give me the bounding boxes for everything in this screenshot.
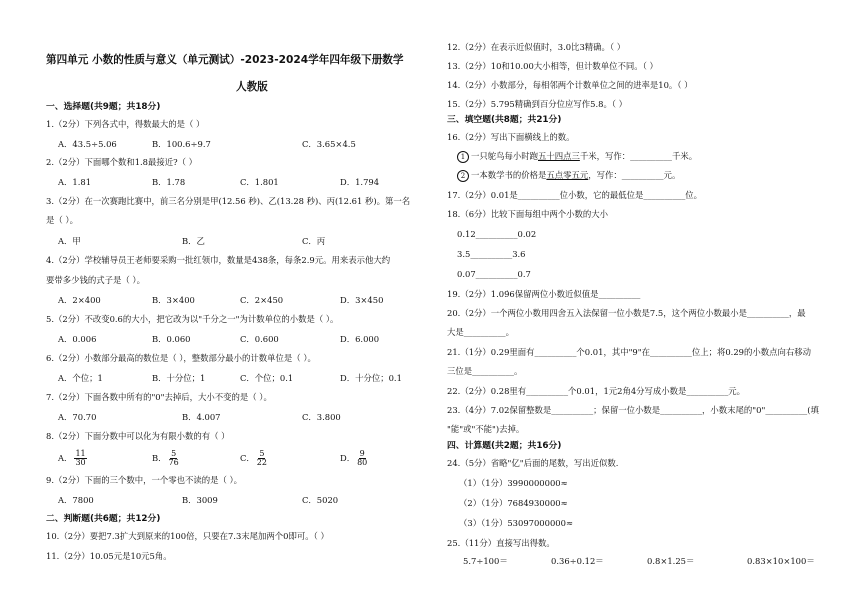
fraction-denominator: 80 (357, 458, 368, 467)
question-10: 10.（2分）要把7.3扩大到原来的100倍，只要在7.3末尾加两个0即可。（ ） (46, 531, 329, 541)
q1-option-a: A．43.5÷5.06 (58, 139, 117, 149)
q5-option-a: A．0.006 (58, 334, 97, 344)
circled-number-1: 1 (457, 151, 469, 163)
question-18-stem: 18.（6分）比较下面每组中两个小数的大小 (447, 209, 609, 219)
section-heading-calculation: 四、计算题(共2题；共16分) (447, 441, 562, 451)
q2-option-c: C．1.801 (240, 177, 279, 187)
q16-item-2-underlined: 五点零五元 (546, 170, 589, 180)
q16-item-2 (457, 169, 680, 182)
q4-option-c: C．2×450 (240, 295, 284, 305)
q24-part-3: （3）（1分）53097000000≈ (459, 518, 573, 528)
question-25-stem: 25.（11分）直接写出得数。 (447, 538, 555, 548)
question-3-stem-line1: 3.（2分）在一次赛跑比赛中，前三名分别是甲(12.56 秒)、乙(13.28 秒)、丙(12.61 秒)。第一名 (46, 196, 411, 206)
q8-option-d-fraction (357, 450, 367, 467)
question-20-line2: 大是__________。 (447, 327, 514, 337)
fraction-denominator: 76 (168, 458, 179, 467)
fraction-numerator: 5 (171, 449, 177, 458)
q5-option-d: D．6.000 (340, 334, 380, 344)
q4-option-d: D．3×450 (340, 295, 384, 305)
fraction-numerator: 5 (259, 449, 265, 458)
question-12: 12.（2分）在表示近似值时，3.0比3精确。（ ） (447, 42, 626, 52)
q24-part-2: （2）（1分）7684930000≈ (459, 498, 568, 508)
q9-option-b: B．3009 (182, 495, 218, 505)
q8-option-a (58, 450, 87, 467)
question-13: 13.（2分）10和10.00大小相等，但计数单位不同。（ ） (447, 61, 658, 71)
question-24-stem: 24.（5分）省略"亿"后面的尾数，写出近似数. (447, 458, 619, 468)
q8-option-c-label: C． (240, 453, 255, 463)
question-23-line1: 23.（4分）7.02保留整数是__________；保留一位小数是__________，小数末尾的"0"__________(填 (447, 405, 819, 415)
q16-item-2-answer: ，写作：__________元。 (588, 170, 681, 180)
question-5-stem: 5.（2分）不改变0.6的大小，把它改为以"千分之一"为计数单位的小数是（ ）。 (46, 314, 339, 324)
q4-option-a: A．2×400 (58, 295, 101, 305)
q7-option-b: B．4.007 (182, 412, 221, 422)
question-6-stem: 6.（2分）小数部分最高的数位是（ ），整数部分最小的计数单位是（ ）。 (46, 353, 316, 363)
q25-expression-2: 0.36÷0.12＝ (551, 556, 604, 566)
question-21-line1: 21.（1分）0.29里面有__________个0.01，其中"9"在__________位上；将0.29的小数点向右移动 (447, 347, 811, 357)
q18-row-2: 3.5__________3.6 (457, 249, 526, 259)
circled-number-2: 2 (457, 170, 469, 182)
question-17: 17.（2分）0.01是__________位小数，它的最低位是__________位。 (447, 190, 703, 200)
q8-option-d (340, 450, 367, 467)
fraction-denominator: 30 (75, 458, 86, 467)
q8-option-a-label: A． (58, 453, 73, 463)
q2-option-d: D．1.794 (340, 177, 380, 187)
q6-option-b: B．十分位；1 (152, 373, 206, 383)
q2-option-b: B．1.78 (152, 177, 186, 187)
question-8-stem: 8.（2分）下面分数中可以化为有限小数的有（ ） (46, 431, 230, 441)
q3-option-a: A．甲 (58, 236, 81, 246)
question-7-stem: 7.（2分）下面各数中所有的"0"去掉后，大小不变的是（ ）。 (46, 392, 272, 402)
fraction-denominator: 22 (256, 458, 267, 467)
q16-item-1-answer: 千米，写作：__________千米。 (579, 151, 698, 161)
q1-option-c: C．3.65×4.5 (302, 139, 356, 149)
q9-option-c: C．5020 (302, 495, 339, 505)
question-4-stem-line2: 要带多少钱的式子是（ ）。 (46, 275, 145, 285)
q8-option-b-label: B． (152, 453, 167, 463)
fraction-numerator: 11 (75, 449, 86, 458)
q8-option-d-label: D． (340, 453, 356, 463)
q7-option-c: C．3.800 (302, 412, 341, 422)
question-21-line2: 三位是__________。 (447, 366, 523, 376)
question-9-stem: 9.（2分）下面的三个数中，一个零也不读的是（ ）。 (46, 475, 243, 485)
question-19: 19.（2分）1.09̇6保留两位小数近似值是__________ (447, 289, 641, 299)
question-2-stem: 2.（2分）下面哪个数和1.8最接近?（ ） (46, 157, 198, 167)
q25-expression-1: 5.7÷100＝ (463, 556, 508, 566)
q6-option-d: D．十分位；0.1 (340, 373, 402, 383)
section-heading-fill-in: 三、填空题(共8题；共21分) (447, 115, 562, 125)
q8-option-b (152, 450, 179, 467)
page-title-line2: 人教版 (236, 81, 268, 93)
q5-option-c: C．0.600 (240, 334, 279, 344)
question-11: 11.（2分）10.05元是10元5角。 (46, 551, 172, 561)
fraction-numerator: 9 (359, 449, 365, 458)
question-4-stem-line1: 4.（2分）学校辅导员王老师要采购一批红领巾，数量是438条，每条2.9元。用来表示他大约 (46, 255, 391, 265)
q7-option-a: A．70.70 (58, 412, 97, 422)
q25-expression-3: 0.8×1.25＝ (647, 556, 695, 566)
q18-row-1: 0.12__________0.02 (457, 229, 537, 239)
page-title-line1: 第四单元 小数的性质与意义（单元测试）-2023-2024学年四年级下册数学 (46, 54, 404, 66)
q1-option-b: B．100.6÷9.7 (152, 139, 211, 149)
q16-item-1-underlined: 五十四点三 (538, 151, 580, 161)
q8-option-b-fraction (169, 450, 179, 467)
question-1-stem: 1.（2分）下列各式中，得数最大的是（ ） (46, 119, 205, 129)
q18-row-3: 0.07__________0.7 (457, 269, 531, 279)
q3-option-c: C．丙 (302, 236, 326, 246)
q6-option-c: C．个位；0.1 (240, 373, 294, 383)
q16-item-2-text: 一本数学书的价格是 (471, 170, 547, 180)
q25-expression-4: 0.83×10×100＝ (747, 556, 815, 566)
q8-option-c-fraction (257, 450, 267, 467)
question-14: 14.（2分）小数部分，每相邻两个计数单位之间的进率是10。（ ） (447, 80, 693, 90)
q9-option-a: A．7800 (58, 495, 94, 505)
q5-option-b: B．0.060 (152, 334, 191, 344)
q8-option-a-fraction (74, 450, 86, 467)
q24-part-1: （1）（1分）3990000000≈ (459, 478, 568, 488)
question-23-line2: "能"或"不能")去掉。 (447, 424, 525, 434)
section-heading-choice: 一、选择题(共9题；共18分) (46, 102, 161, 112)
q16-item-1 (457, 150, 697, 163)
question-22: 22.（2分）0.28里有__________个0.01，1元2角4分写成小数是__________元。 (447, 386, 746, 396)
question-15: 15.（2分）5.795精确到百分位应写作5.8。（ ） (447, 99, 628, 109)
question-16-stem: 16.（2分）写出下面横线上的数。 (447, 132, 575, 142)
q8-option-c (240, 450, 267, 467)
q2-option-a: A．1.81 (58, 177, 92, 187)
q6-option-a: A．个位；1 (58, 373, 103, 383)
question-3-stem-line2: 是（ ）。 (46, 215, 78, 225)
q4-option-b: B．3×400 (152, 295, 195, 305)
q3-option-b: B．乙 (182, 236, 205, 246)
q16-item-1-text: 一只鸵鸟每小时跑 (471, 151, 538, 161)
section-heading-judgement: 二、判断题(共6题；共12分) (46, 514, 161, 524)
question-20-line1: 20.（2分）一个两位小数用四舍五入法保留一位小数是7.5，这个两位小数最小是__________，最 (447, 308, 806, 318)
